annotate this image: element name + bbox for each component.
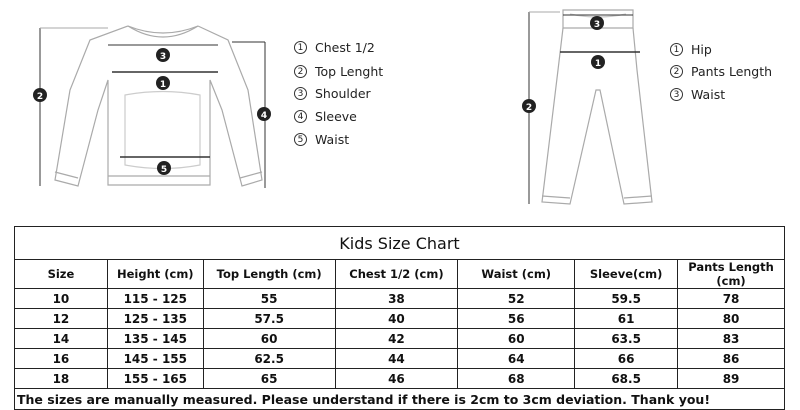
marker-chest-num: 1: [159, 80, 167, 90]
legend-label: Waist: [315, 132, 350, 147]
legend-label: Waist: [691, 87, 726, 102]
marker-top-length-num: 2: [36, 92, 44, 102]
header-chest: Chest 1/2 (cm): [335, 260, 458, 289]
cell-height: 115 - 125: [107, 289, 203, 309]
table-row: [15, 349, 785, 369]
legend-item-shoulder: [294, 86, 371, 101]
cell-height: 135 - 145: [107, 329, 203, 349]
cell-chest: 38: [335, 289, 458, 309]
marker-shoulder: [156, 48, 170, 62]
legend-num: 4: [294, 110, 307, 123]
table-row: [15, 329, 785, 349]
header-height: Height (cm): [107, 260, 203, 289]
marker-top-length: [33, 88, 47, 102]
measurement-note: The sizes are manually measured. Please understand if there is 2cm to 3cm deviation. Thank you!: [15, 389, 785, 410]
cell-chest: 44: [335, 349, 458, 369]
cell-pants-length: 78: [678, 289, 785, 309]
cell-top-length: 60: [203, 329, 335, 349]
cell-pants-length: 80: [678, 309, 785, 329]
cell-height: 155 - 165: [107, 369, 203, 389]
cell-top-length: 62.5: [203, 349, 335, 369]
size-chart-table: [14, 226, 785, 410]
cell-size: 12: [15, 309, 108, 329]
cell-waist: 60: [458, 329, 575, 349]
legend-item-hip: [670, 42, 712, 57]
legend-item-sleeve: [294, 109, 357, 124]
cell-height: 145 - 155: [107, 349, 203, 369]
cell-waist: 56: [458, 309, 575, 329]
marker-chest: [156, 76, 170, 90]
cell-chest: 46: [335, 369, 458, 389]
legend-label: Hip: [691, 42, 712, 57]
legend-num: 2: [670, 65, 683, 78]
header-sleeve: Sleeve(cm): [575, 260, 678, 289]
legend-item-chest: [294, 40, 375, 55]
header-waist: Waist (cm): [458, 260, 575, 289]
legend-label: Sleeve: [315, 109, 357, 124]
cell-sleeve: 61: [575, 309, 678, 329]
legend-label: Shoulder: [315, 86, 371, 101]
legend-item-pants-waist: [670, 87, 725, 102]
cell-sleeve: 59.5: [575, 289, 678, 309]
marker-pants-waist: [590, 16, 604, 30]
marker-pants-waist-num: 3: [593, 20, 601, 30]
cell-sleeve: 63.5: [575, 329, 678, 349]
legend-item-top-length: [294, 64, 383, 79]
cell-size: 14: [15, 329, 108, 349]
marker-pants-length: [522, 99, 536, 113]
marker-sleeve: [257, 107, 271, 121]
header-top-length: Top Length (cm): [203, 260, 335, 289]
legend-num: 3: [294, 87, 307, 100]
table-title: Kids Size Chart: [15, 227, 785, 260]
cell-waist: 64: [458, 349, 575, 369]
legend-item-pants-length: [670, 64, 772, 79]
legend-num: 2: [294, 65, 307, 78]
cell-size: 10: [15, 289, 108, 309]
cell-waist: 52: [458, 289, 575, 309]
legend-num: 3: [670, 88, 683, 101]
pants-outline: [542, 10, 652, 204]
cell-top-length: 65: [203, 369, 335, 389]
cell-waist: 68: [458, 369, 575, 389]
cell-top-length: 55: [203, 289, 335, 309]
header-pants-length: Pants Length (cm): [678, 260, 785, 289]
cell-chest: 42: [335, 329, 458, 349]
cell-sleeve: 68.5: [575, 369, 678, 389]
table-row: [15, 369, 785, 389]
legend-label: Pants Length: [691, 64, 773, 79]
marker-pants-hip-num: 1: [594, 59, 602, 69]
header-size: Size: [15, 260, 108, 289]
legend-num: 1: [294, 41, 307, 54]
legend-num: 1: [670, 43, 683, 56]
legend-label: Top Lenght: [315, 64, 384, 79]
cell-size: 18: [15, 369, 108, 389]
cell-size: 16: [15, 349, 108, 369]
legend-item-waist: [294, 132, 349, 147]
marker-pants-hip: [591, 55, 605, 69]
cell-pants-length: 83: [678, 329, 785, 349]
marker-pants-length-num: 2: [525, 103, 533, 113]
marker-sleeve-num: 4: [260, 111, 268, 121]
table-row: [15, 289, 785, 309]
cell-pants-length: 86: [678, 349, 785, 369]
cell-sleeve: 66: [575, 349, 678, 369]
marker-shoulder-num: 3: [159, 52, 167, 62]
legend-num: 5: [294, 133, 307, 146]
cell-chest: 40: [335, 309, 458, 329]
legend-label: Chest 1/2: [315, 40, 375, 55]
marker-waist: [157, 161, 171, 175]
cell-top-length: 57.5: [203, 309, 335, 329]
cell-height: 125 - 135: [107, 309, 203, 329]
table-row: [15, 309, 785, 329]
cell-pants-length: 89: [678, 369, 785, 389]
marker-waist-num: 5: [160, 165, 168, 175]
table-header-row: [15, 260, 785, 289]
